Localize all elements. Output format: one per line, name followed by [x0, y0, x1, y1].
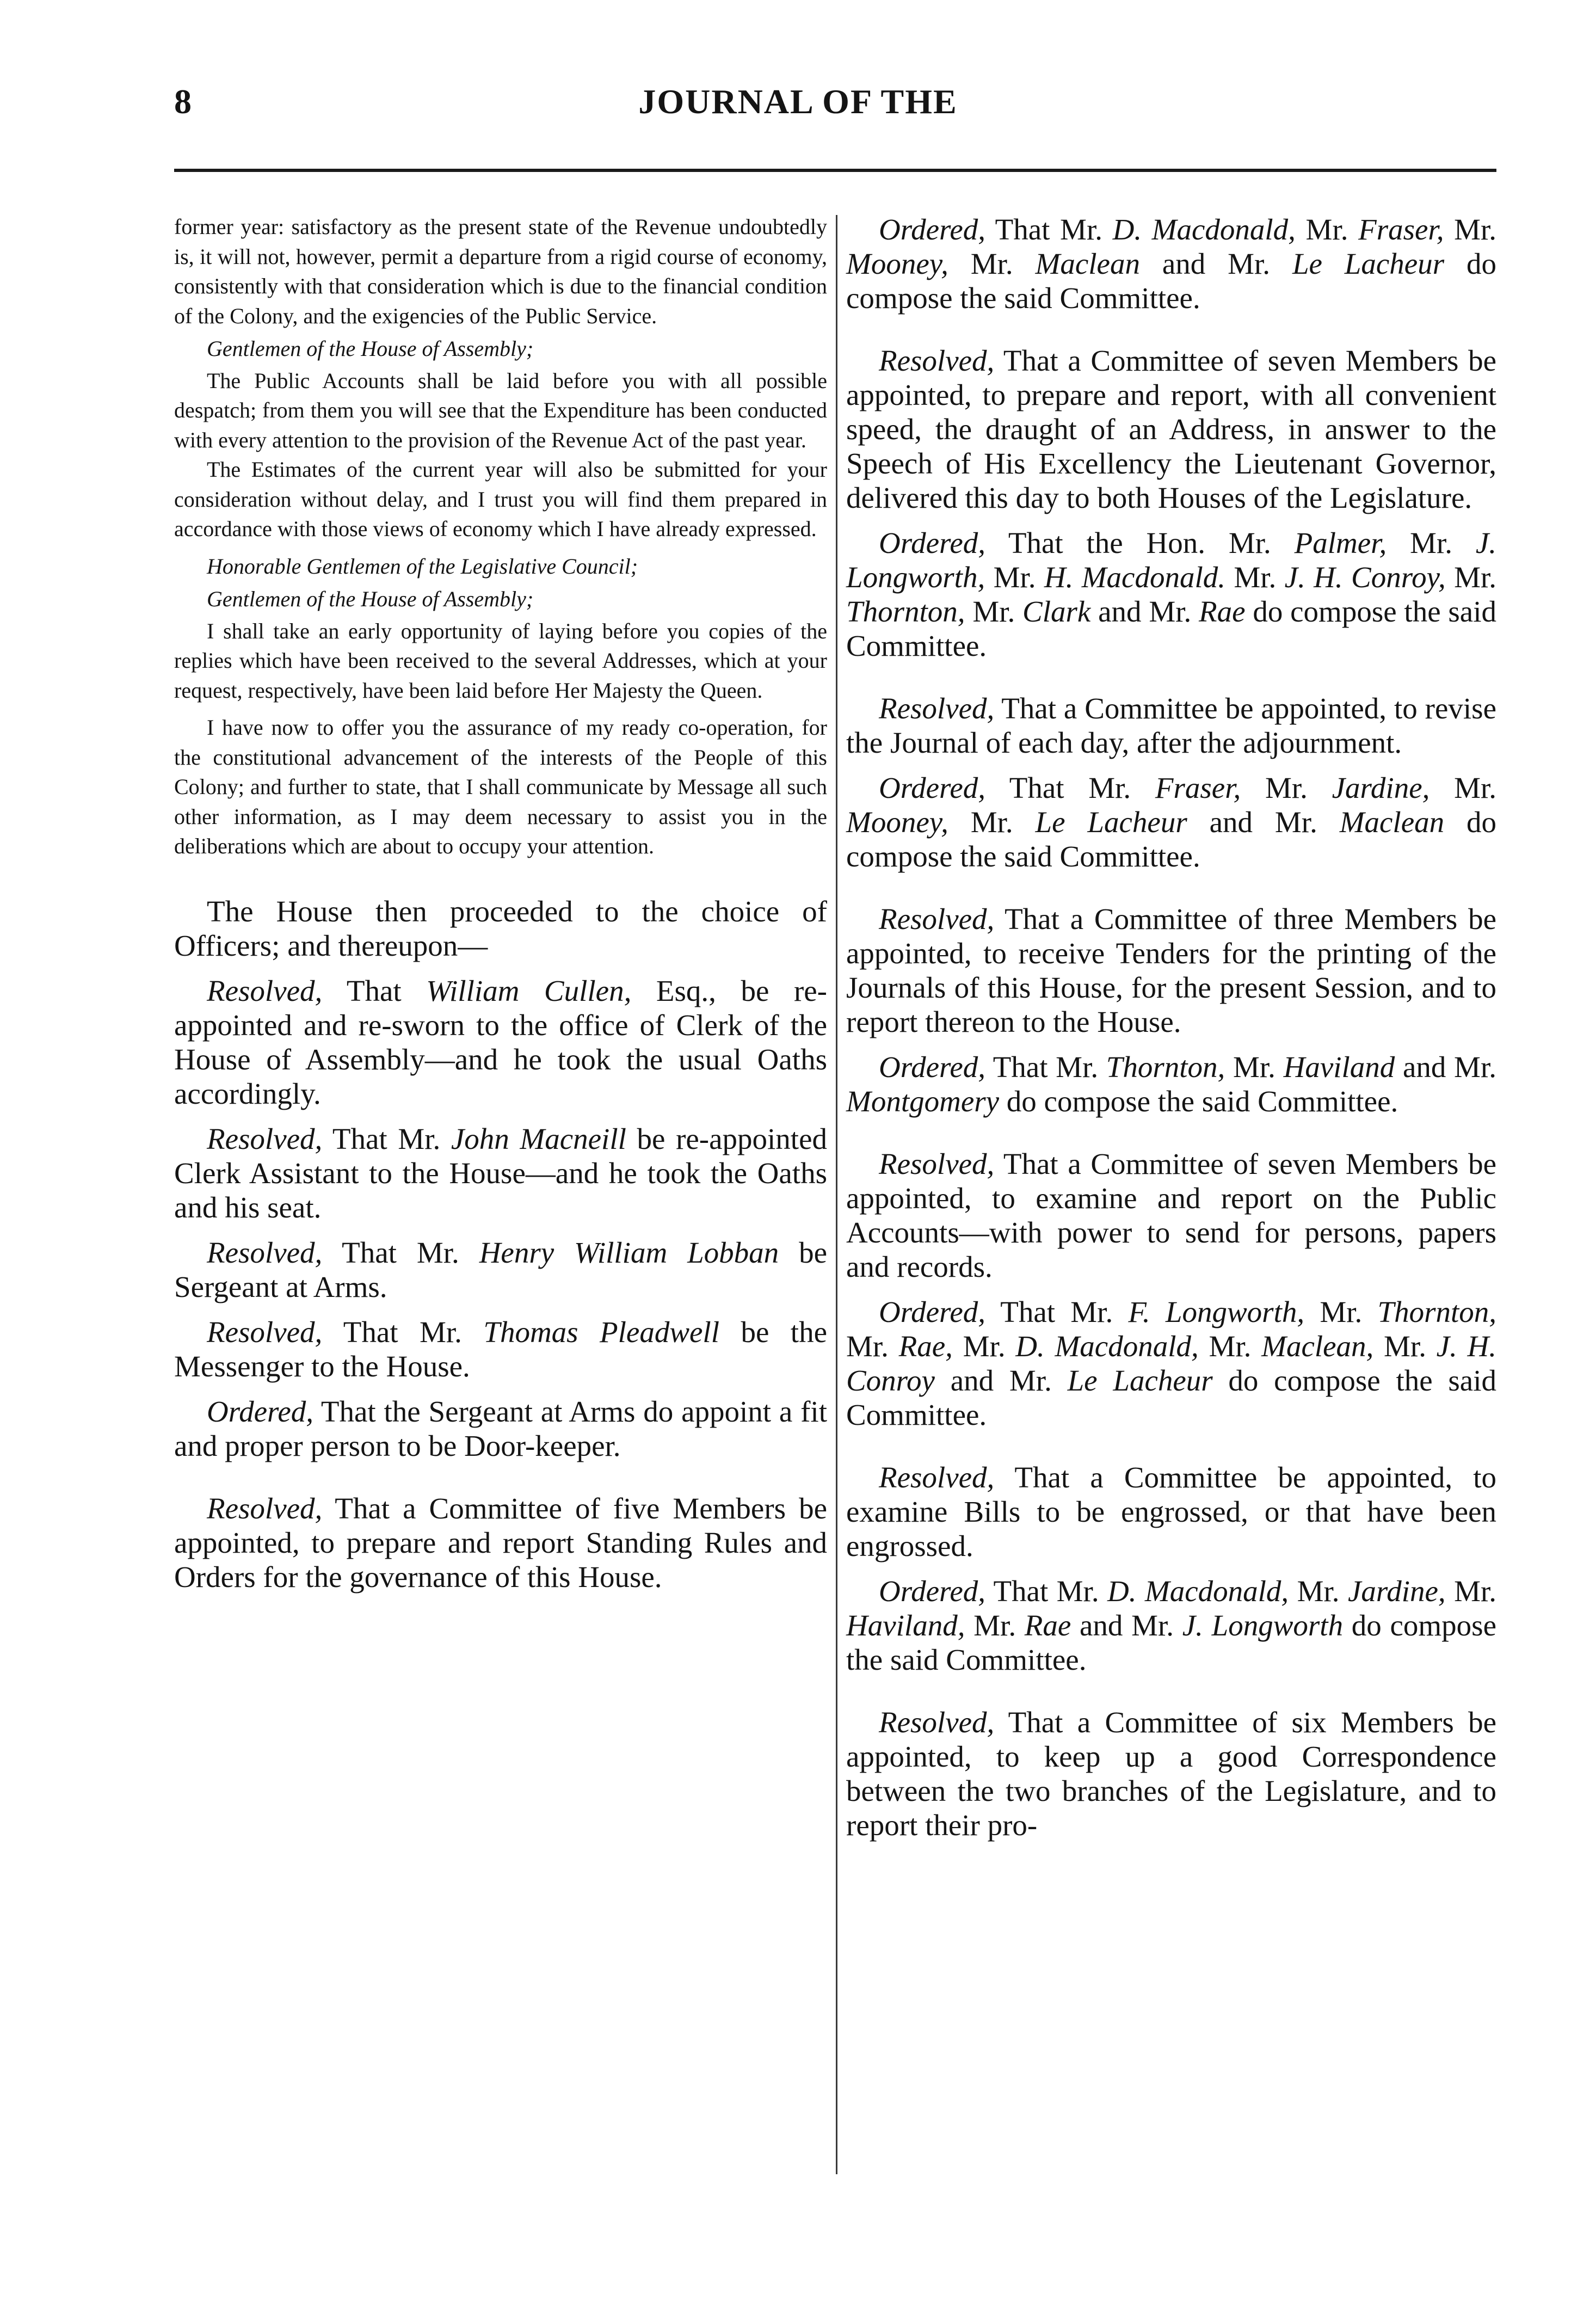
entry-resolved-sergeant: Resolved, That Mr. Henry William Lobban be Sergeant at Arms.	[174, 1235, 827, 1303]
entry-ordered-rules-committee: Ordered, That Mr. D. Macdonald, Mr. Fraser, Mr. Mooney, Mr. Maclean and Mr. Le Lacheur do compose the said Committee.	[846, 213, 1497, 315]
entry-ordered-address-committee: Ordered, That the Hon. Mr. Palmer, Mr. J. Longworth, Mr. H. Macdonald. Mr. J. H. Conroy, Mr. Thornton, Mr. Clark and Mr. Rae do compose the said Committee.	[846, 526, 1497, 662]
speech-paragraph: I have now to offer you the assurance of my ready co-operation, for the constitutional advancement of the interests of the People of this Colony; and further to state, that I shall communicate by Message all such other information, as I may deem necessary to assist you in the deliberations which are about to occupy your attention.	[174, 715, 827, 858]
running-title: JOURNAL OF THE	[638, 82, 958, 121]
right-column	[846, 212, 1496, 1842]
right-entries	[846, 212, 1496, 1842]
entry-resolved-journal-committee: Resolved, That a Committee be appointed, to revise the Journal of each day, after the adjournment.	[846, 692, 1496, 759]
page-number: 8	[174, 82, 192, 121]
entry-resolved-accounts-committee: Resolved, That a Committee of seven Members be appointed, to examine and report on the Public Accounts—with power to send for persons, papers and records.	[846, 1147, 1496, 1283]
entry-ordered-journal-committee: Ordered, That Mr. Fraser, Mr. Jardine, Mr. Mooney, Mr. Le Lacheur and Mr. Maclean do compose the said Committee.	[846, 771, 1497, 873]
proceedings-intro: The House then proceeded to the choice of Officers; and thereupon—	[174, 894, 827, 962]
entry-ordered-bills-committee: Ordered, That Mr. D. Macdonald, Mr. Jardine, Mr. Haviland, Mr. Rae and Mr. J. Longworth do compose the said Committee.	[846, 1574, 1497, 1676]
speech-paragraph: The Estimates of the current year will also be submitted for your consideration without delay, and I trust you will find them prepared in accordance with those views of economy which I have already expressed.	[174, 457, 827, 541]
entry-resolved-address-committee: Resolved, That a Committee of seven Members be appointed, to prepare and report, with all convenient speed, the draught of an Address, in answer to the Speech of His Excellency the Lieutenant Governor, delivered this day to both Houses of the Legislature.	[846, 344, 1496, 514]
entry-ordered-printing-committee: Ordered, That Mr. Thornton, Mr. Haviland and Mr. Montgomery do compose the said Committee.	[846, 1050, 1496, 1118]
entry-ordered-doorkeeper: Ordered, That the Sergeant at Arms do appoint a fit and proper person to be Door-keeper.	[174, 1394, 827, 1462]
speech-salutation: Gentlemen of the House of Assembly;	[207, 587, 534, 611]
entry-resolved-messenger: Resolved, That Mr. Thomas Pleadwell be the Messenger to the House.	[174, 1315, 827, 1383]
column-divider	[836, 215, 837, 2174]
speech-salutation: Gentlemen of the House of Assembly;	[207, 336, 534, 361]
speech-salutation: Honorable Gentlemen of the Legislative Council;	[207, 553, 638, 579]
entry-resolved-clerk: Resolved, That William Cullen, Esq., be re-appointed and re-sworn to the office of Clerk of the House of Assembly—and he took the usual Oaths accordingly.	[174, 974, 828, 1110]
page-header	[0, 82, 1596, 136]
left-entries	[174, 894, 827, 1594]
entry-ordered-accounts-committee: Ordered, That Mr. F. Longworth, Mr. Thornton, Mr. Rae, Mr. D. Macdonald, Mr. Maclean, Mr. J. H. Conroy and Mr. Le Lacheur do compose the said Committee.	[846, 1295, 1497, 1431]
speech-paragraph: I shall take an early opportunity of laying before you copies of the replies which have been received to the several Addresses, which at your request, respectively, have been laid before Her Majesty the Queen.	[174, 618, 827, 703]
speech-paragraph: former year: satisfactory as the present state of the Revenue undoubtedly is, it will not, however, permit a departure from a rigid course of economy, consistently with that consideration which is due to the financial condition of the Colony, and the exigencies of the Public Service.	[174, 214, 827, 328]
entry-resolved-printing-committee: Resolved, That a Committee of three Members be appointed, to receive Tenders for the printing of the Journals of this House, for the present Session, and to report thereon to the House.	[846, 902, 1496, 1038]
governor-speech	[174, 212, 827, 862]
entry-resolved-clerk-assistant: Resolved, That Mr. John Macneill be re-appointed Clerk Assistant to the House—and he took the Oaths and his seat.	[174, 1122, 827, 1224]
left-column	[174, 212, 827, 1594]
header-rule	[174, 169, 1496, 172]
entry-resolved-correspondence-committee: Resolved, That a Committee of six Members be appointed, to keep up a good Correspondence between the two branches of the Legislature, and to report their pro-	[846, 1706, 1496, 1842]
entry-resolved-standing-rules: Resolved, That a Committee of five Members be appointed, to prepare and report Standing Rules and Orders for the governance of this House.	[174, 1491, 827, 1594]
speech-paragraph: The Public Accounts shall be laid before you with all possible despatch; from them you will see that the Expenditure has been conducted with every attention to the provision of the Revenue Act of the past year.	[174, 368, 827, 452]
entry-resolved-bills-committee: Resolved, That a Committee be appointed, to examine Bills to be engrossed, or that have been engrossed.	[846, 1461, 1496, 1562]
